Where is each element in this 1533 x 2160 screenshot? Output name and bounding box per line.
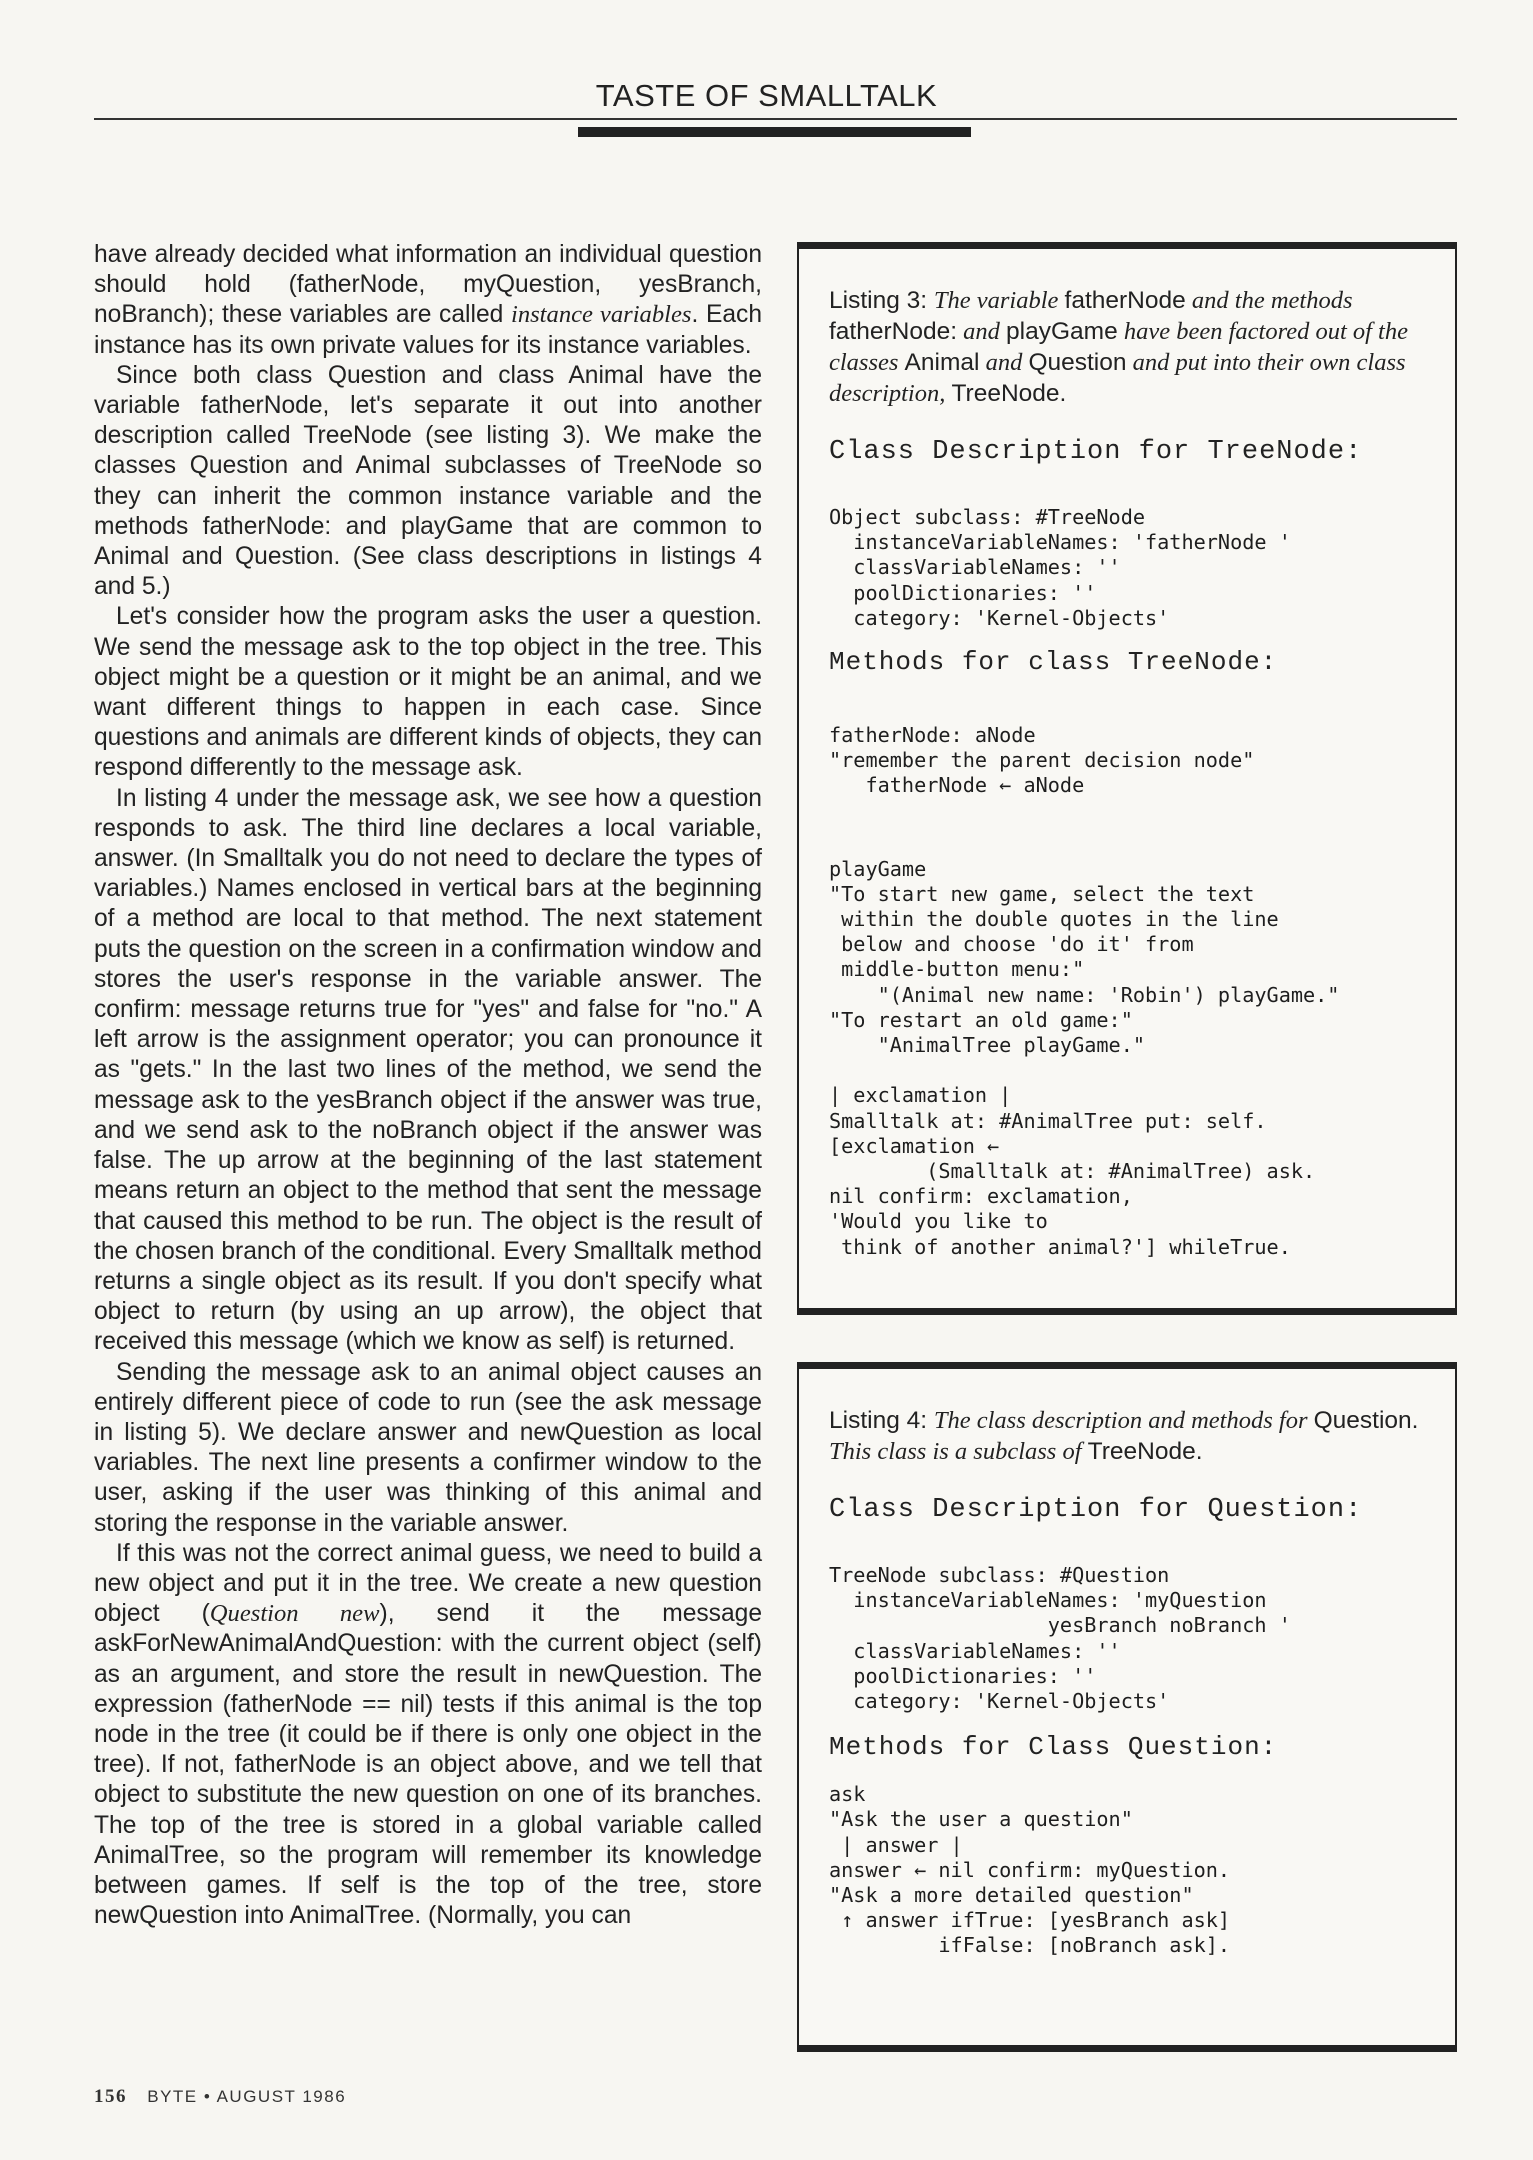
listing-4-methods-heading: Methods for Class Question:	[829, 1732, 1278, 1763]
italic-text: and put into their own class description,	[829, 349, 1406, 407]
text-run: Animal	[904, 349, 980, 376]
text-run: Question	[1028, 349, 1127, 376]
body-paragraph	[94, 1539, 762, 1932]
italic-text: and the methods	[1185, 287, 1353, 314]
listing-3-methods-heading: Methods for class TreeNode:	[829, 647, 1278, 678]
listing-4-caption	[829, 1405, 1425, 1467]
text-run: Question.	[1313, 1407, 1419, 1434]
text-run: ), send it the message askForNewAnimalAndQuestion: with the current object (self) as an argument, and store the result in newQuestion. The expression (fatherNode == nil) tests if this animal is the top node in the tree (it could be if there is only one object in the tree). If not, fatherNode is an object above, and we tell that object to substitute the new question on one of its branches. The top of the tree is stored in a global variable called AnimalTree, so the program will remember its knowledge between games. If self is the top of the tree, store newQuestion into AnimalTree. (Normally, you can	[94, 1600, 762, 1930]
italic-text: This class is a subclass of	[829, 1438, 1088, 1465]
italic-text: The class description and methods for	[933, 1407, 1314, 1434]
listing-3-method-playgame: playGame "To start new game, select the text within the double quotes in the line below and choose 'do it' from middle-button menu:" "(Animal new name: 'Robin') playGame." "To restart an old game:" "AnimalTree playGame." | exclamation | Smalltalk at: #AnimalTree put: self. [exclamation ← (Smalltalk at: #AnimalTree) ask. nil confirm: exclamation, 'Would you like to think of another animal?'] whileTrue.	[829, 856, 1340, 1259]
text-run: Listing 4:	[829, 1407, 934, 1434]
italic-text: Question new	[209, 1600, 380, 1628]
listing-4-box	[797, 1362, 1457, 2052]
body-paragraph	[94, 240, 762, 361]
running-header: TASTE OF SMALLTALK	[595, 78, 938, 113]
listing-3-class-code: Object subclass: #TreeNode instanceVariableNames: 'fatherNode ' classVariableNames: '' poolDictionaries: '' category: 'Kernel-Objects'	[829, 505, 1291, 630]
body-paragraph	[94, 361, 762, 603]
listing-3-method-fathernode: fatherNode: aNode "remember the parent decision node" fatherNode ← aNode	[829, 723, 1255, 798]
body-paragraph	[94, 602, 762, 783]
text-run: Listing 3:	[829, 287, 934, 314]
text-run: fatherNode	[1064, 287, 1186, 314]
body-paragraph	[94, 784, 762, 1358]
listing-3-caption	[829, 285, 1425, 409]
text-run: TreeNode.	[1087, 1438, 1203, 1465]
body-column	[94, 240, 762, 1931]
text-run: Let's consider how the program asks the user a question. We send the message ask to the top object in the tree. This object might be a question or it might be an animal, and we want different things to happen in each case. Since questions and animals are different kinds of objects, they can respond differently to the message ask.	[94, 603, 762, 782]
listing-4-class-code: TreeNode subclass: #Question instanceVariableNames: 'myQuestion yesBranch noBranch ' classVariableNames: '' poolDictionaries: '' category: 'Kernel-Objects'	[829, 1563, 1291, 1714]
listing-3-box	[797, 242, 1457, 1315]
text-run: Since both class Question and class Animal have the variable fatherNode, let's separate it out into another description called TreeNode (see listing 3). We make the classes Question and Animal subclasses of TreeNode so they can inherit the common instance variable and the methods fatherNode: and playGame that are common to Animal and Question. (See class descriptions in listings 4 and 5.)	[94, 361, 762, 601]
body-paragraph	[94, 1358, 762, 1539]
italic-text: and	[979, 349, 1029, 376]
text-run: . Each instance has its own private values for its instance variables.	[94, 301, 762, 359]
italic-text: The variable	[933, 287, 1065, 314]
text-run: TreeNode.	[951, 380, 1067, 407]
text-run: If this was not the correct animal guess, we need to build a new object and put it in the tree. We create a new question object (	[94, 1539, 762, 1628]
listing-4-method-ask: ask "Ask the user a question" | answer | answer ← nil confirm: myQuestion. "Ask a more detailed question" ↑ answer ifTrue: [yesBranch ask] ifFalse: [noBranch ask].	[829, 1782, 1231, 1958]
header-bar	[578, 127, 971, 137]
italic-text: have been factored out of the classes	[829, 318, 1408, 376]
text-run: fatherNode:	[829, 318, 958, 345]
listing-3-class-heading: Class Description for TreeNode:	[829, 437, 1363, 467]
publication-line: BYTE • AUGUST 1986	[147, 2087, 347, 2106]
italic-text: instance variables	[510, 301, 692, 329]
listing-4-class-heading: Class Description for Question:	[829, 1495, 1363, 1525]
text-run: Sending the message ask to an animal object causes an entirely different piece of code to run (see the ask message in listing 5). We declare answer and newQuestion as local variables. The next line presents a confirmer window to the user, asking if the user was thinking of this animal and storing the response in the variable answer.	[94, 1358, 762, 1537]
header-rule	[94, 118, 1457, 120]
text-run: In listing 4 under the message ask, we see how a question responds to ask. The third line declares a local variable, answer. (In Smalltalk you do not need to declare the types of variables.) Names enclosed in vertical bars at the beginning of a method are local to that method. The next statement puts the question on the screen in a confirmation window and stores the user's response in the variable answer. The confirm: message returns true for "yes" and false for "no." A left arrow is the assignment operator; you can pronounce it as "gets." In the last two lines of the method, we send the message ask to the yesBranch object if the answer was true, and we send ask to the noBranch object if the answer was false. The up arrow at the beginning of the last statement means return an object to the method that sent the message that caused this method to be run. The object is the result of the chosen branch of the conditional. Every Smalltalk method returns a single object as its result. If you don't specify what object to return (by using an up arrow), the object that received this message (which we know as self) is returned.	[94, 784, 762, 1356]
page-footer	[94, 2086, 346, 2108]
italic-text: and	[957, 318, 1007, 345]
text-run: playGame	[1006, 318, 1118, 345]
text-run: have already decided what information an individual question should hold (fatherNode, myQuestion, yesBranch, noBranch); these variables are called	[94, 241, 762, 329]
page-number: 156	[94, 2086, 127, 2107]
